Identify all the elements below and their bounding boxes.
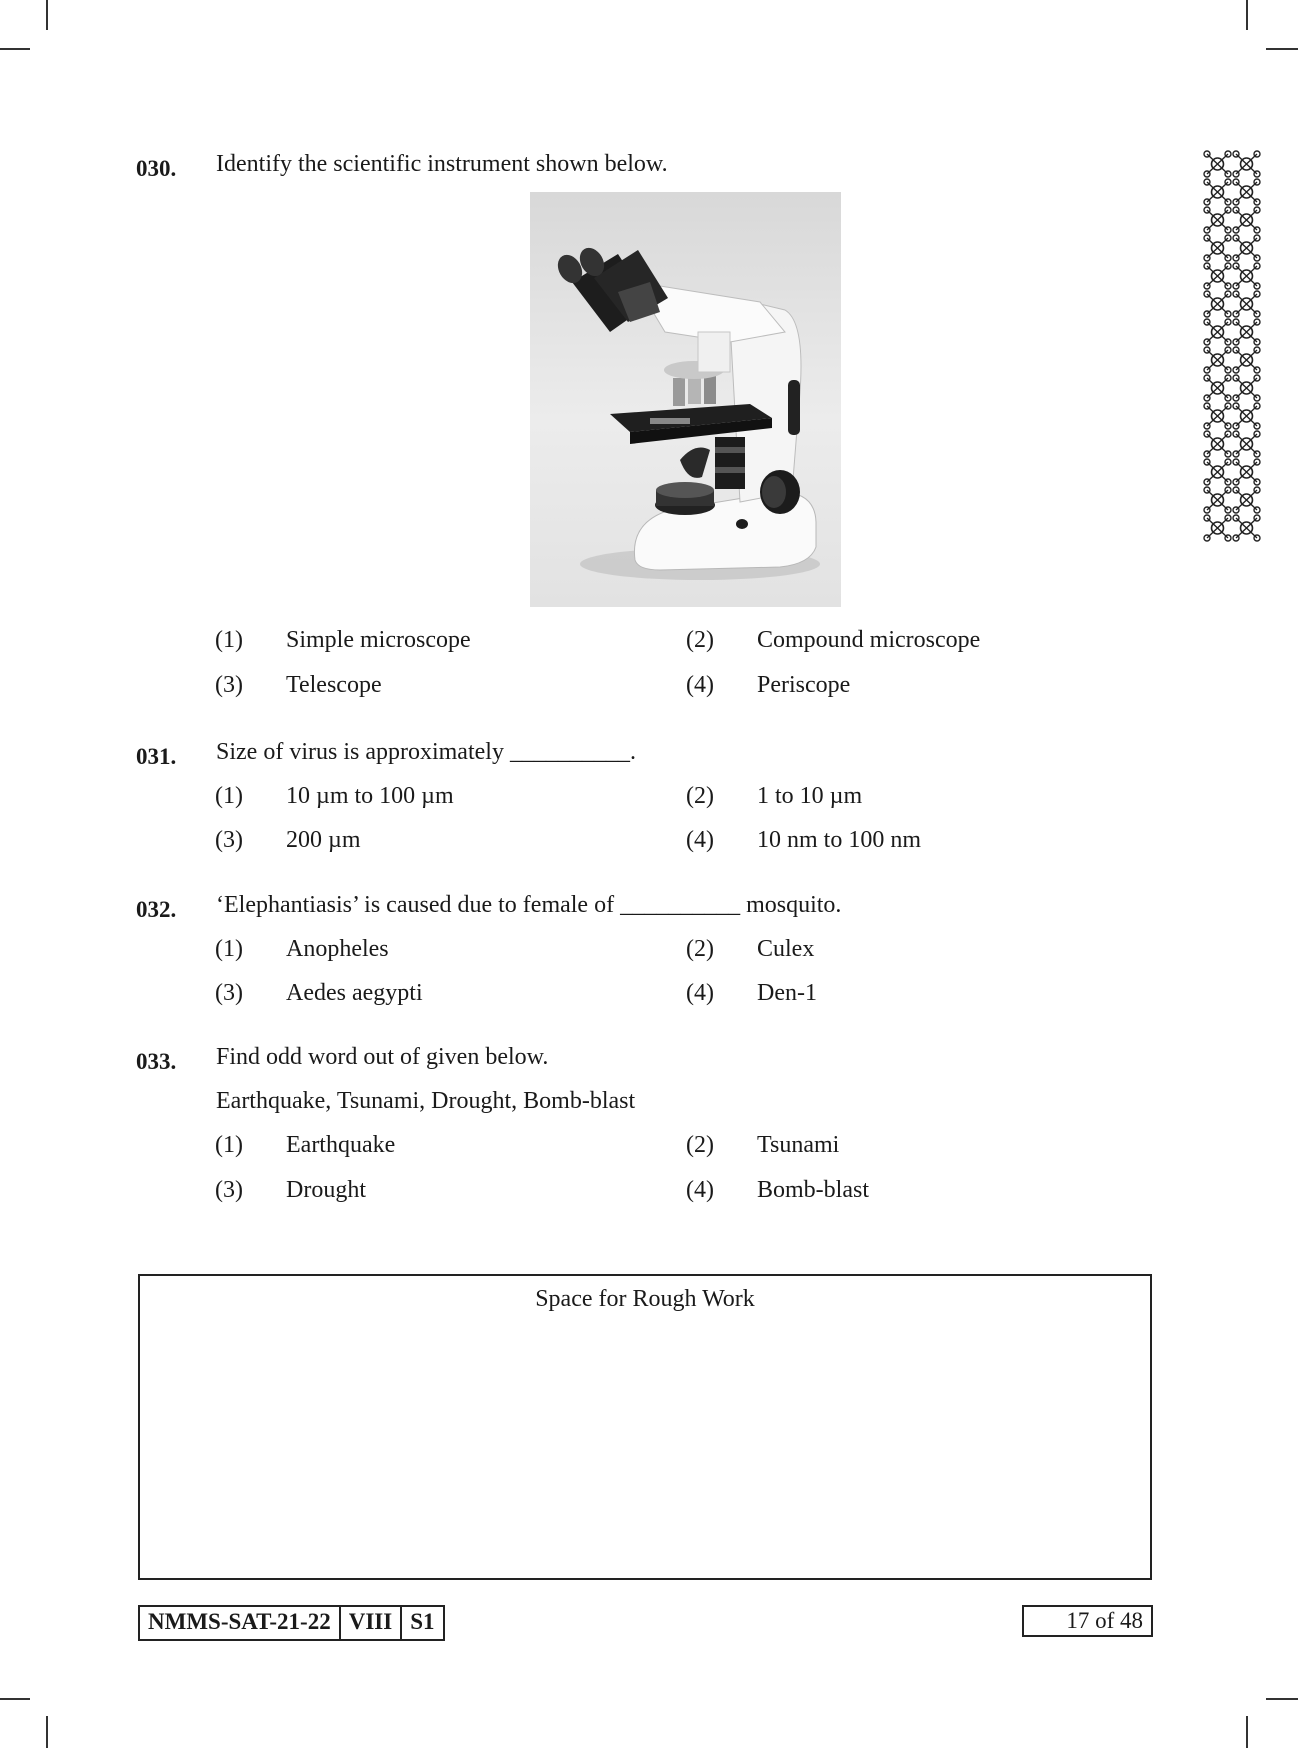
option-text: Simple microscope: [286, 627, 471, 653]
crop-mark: [1246, 1716, 1248, 1748]
set-label: S1: [400, 1607, 442, 1639]
question-text: Identify the scientific instrument shown below.: [216, 151, 668, 177]
question-number: 032.: [136, 897, 177, 922]
question-text: ‘Elephantiasis’ is caused due to female of __________ mosquito.: [216, 892, 842, 918]
rough-work-title: Space for Rough Work: [535, 1286, 755, 1312]
option-text: Periscope: [757, 672, 851, 698]
option-number: (1): [215, 783, 243, 809]
option-text: Bomb-blast: [757, 1177, 869, 1203]
crop-mark: [1266, 48, 1298, 50]
question-number: 031.: [136, 744, 177, 769]
option-text: Drought: [286, 1177, 366, 1203]
question-032: [136, 889, 1146, 929]
question-033: [136, 1041, 1146, 1114]
paper-code-box: [138, 1605, 445, 1641]
crop-mark: [46, 0, 48, 30]
page-number: 17 of 48: [1022, 1605, 1153, 1637]
option-number: (4): [686, 980, 714, 1006]
microscope-image: [530, 192, 841, 607]
option-text: 200 µm: [286, 827, 361, 853]
option-number: (3): [215, 1177, 243, 1203]
option-number: (4): [686, 672, 714, 698]
option-number: (1): [215, 1132, 243, 1158]
question-030: [136, 148, 1146, 188]
crop-mark: [1246, 0, 1248, 30]
option-number: (4): [686, 827, 714, 853]
option-number: (3): [215, 980, 243, 1006]
option-text: 1 to 10 µm: [757, 783, 863, 809]
crop-mark: [0, 1698, 30, 1700]
option-text: Tsunami: [757, 1132, 840, 1158]
option-number: (2): [686, 936, 714, 962]
class-label: VIII: [339, 1607, 400, 1639]
crop-mark: [46, 1716, 48, 1748]
option-number: (1): [215, 627, 243, 653]
question-031: [136, 736, 1146, 776]
option-text: Earthquake: [286, 1132, 396, 1158]
option-text: Culex: [757, 936, 815, 962]
paper-code: NMMS-SAT-21-22: [148, 1609, 331, 1634]
option-text: Telescope: [286, 672, 382, 698]
question-text: Find odd word out of given below.: [216, 1044, 549, 1070]
option-number: (2): [686, 627, 714, 653]
option-number: (2): [686, 783, 714, 809]
crop-mark: [0, 48, 30, 50]
option-number: (3): [215, 672, 243, 698]
question-text: Size of virus is approximately __________.: [216, 739, 636, 765]
decorative-border-pattern: [1203, 150, 1261, 542]
question-subtext: Earthquake, Tsunami, Drought, Bomb-blast: [216, 1088, 636, 1114]
option-number: (2): [686, 1132, 714, 1158]
option-text: Compound microscope: [757, 627, 981, 653]
question-number: 030.: [136, 156, 177, 181]
option-text: Anopheles: [286, 936, 389, 962]
option-number: (1): [215, 936, 243, 962]
option-text: Den-1: [757, 980, 817, 1006]
option-number: (3): [215, 827, 243, 853]
option-number: (4): [686, 1177, 714, 1203]
option-text: 10 µm to 100 µm: [286, 783, 454, 809]
question-number: 033.: [136, 1049, 177, 1074]
option-text: Aedes aegypti: [286, 980, 423, 1006]
option-text: 10 nm to 100 nm: [757, 827, 922, 853]
rough-work-box: [138, 1274, 1152, 1580]
crop-mark: [1266, 1698, 1298, 1700]
